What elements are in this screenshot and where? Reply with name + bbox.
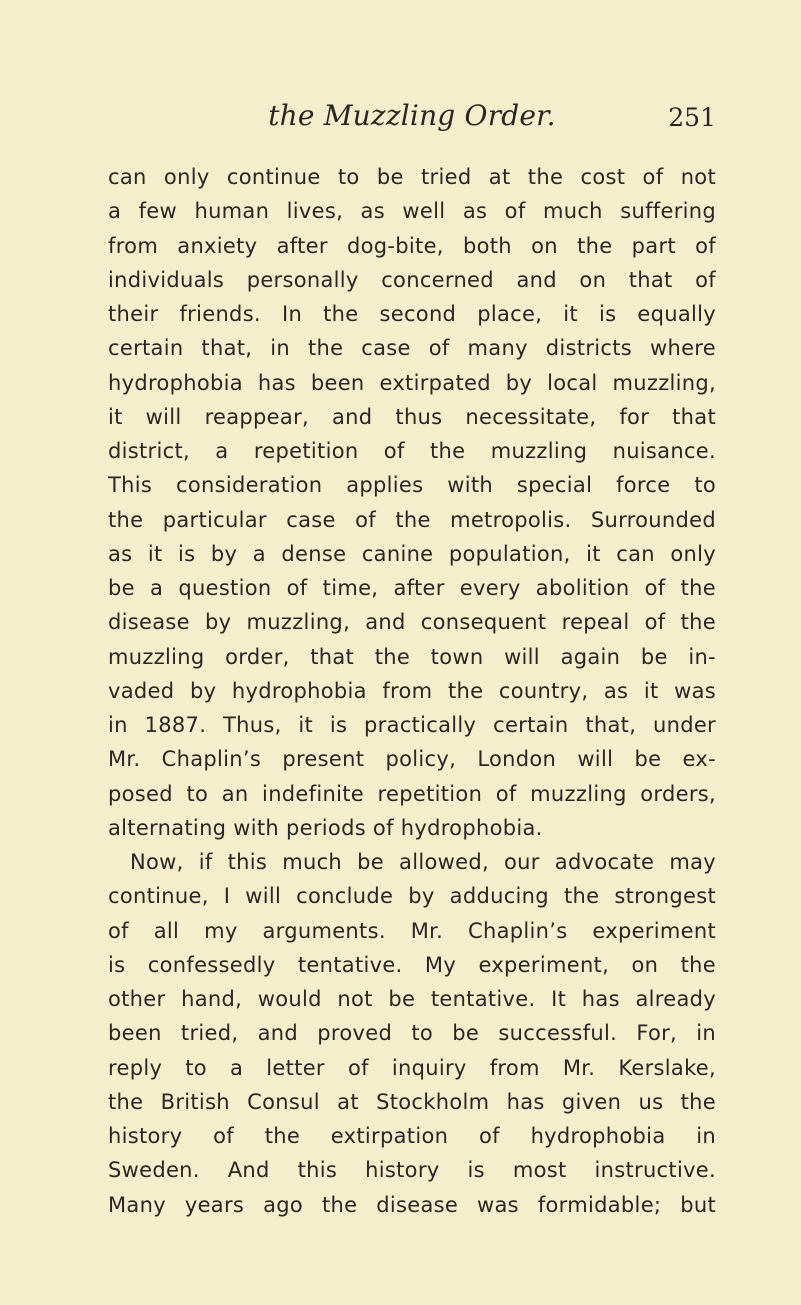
text-line: continue, I will conclude by adducing the strongest <box>108 884 716 909</box>
text-line: other hand, would not be tentative. It has already <box>108 987 716 1011</box>
text-line: their friends. In the second place, it is equally <box>108 302 716 326</box>
text-line: Sweden. And this history is most instructive. <box>108 1158 716 1183</box>
text-line: Many years ago the disease was formidable; but <box>108 1192 716 1217</box>
page-number: 251 <box>668 103 716 132</box>
text-line: a few human lives, as well as of much suffering <box>108 199 716 224</box>
text-line: of all my arguments. Mr. Chaplin’s experiment <box>108 918 716 943</box>
text-line: is confessedly tentative. My experiment, on the <box>108 952 716 977</box>
text-line: posed to an indefinite repetition of muzzling orders, <box>108 781 716 806</box>
paragraph-start-line: Now, if this much be allowed, our advocate may <box>130 850 716 874</box>
text-line: as it is by a dense canine population, it can only <box>108 541 716 566</box>
text-line: the British Consul at Stockholm has given us the <box>108 1089 716 1114</box>
text-line: from anxiety after dog-bite, both on the part of <box>108 233 716 258</box>
text-line: disease by muzzling, and consequent repeal of the <box>108 610 716 635</box>
text-line: individuals personally concerned and on that of <box>108 267 716 292</box>
text-line: can only continue to be tried at the cost of not <box>108 165 716 189</box>
text-line: been tried, and proved to be successful. For, in <box>108 1021 716 1046</box>
text-line: be a question of time, after every abolition of the <box>108 576 716 600</box>
text-line: the particular case of the metropolis. Surrounded <box>108 507 716 532</box>
running-head <box>108 98 716 138</box>
text-line: reply to a letter of inquiry from Mr. Kerslake, <box>108 1055 716 1080</box>
text-line: This consideration applies with special force to <box>108 473 716 498</box>
text-line: district, a repetition of the muzzling nuisance. <box>108 439 716 463</box>
running-title: the Muzzling Order. <box>268 99 556 132</box>
paragraph-end-line: alternating with periods of hydrophobia. <box>108 815 543 840</box>
text-line: it will reappear, and thus necessitate, for that <box>108 404 716 429</box>
text-line: certain that, in the case of many districts where <box>108 336 716 361</box>
text-line: hydrophobia has been extirpated by local muzzling, <box>108 370 716 395</box>
text-line: vaded by hydrophobia from the country, as it was <box>108 678 716 703</box>
text-line: history of the extirpation of hydrophobia in <box>108 1124 716 1148</box>
text-line: Mr. Chaplin’s present policy, London will be ex- <box>108 747 716 772</box>
text-line: in 1887. Thus, it is practically certain that, under <box>108 713 716 737</box>
body-text <box>108 160 716 1222</box>
text-line: muzzling order, that the town will again be in- <box>108 644 716 669</box>
